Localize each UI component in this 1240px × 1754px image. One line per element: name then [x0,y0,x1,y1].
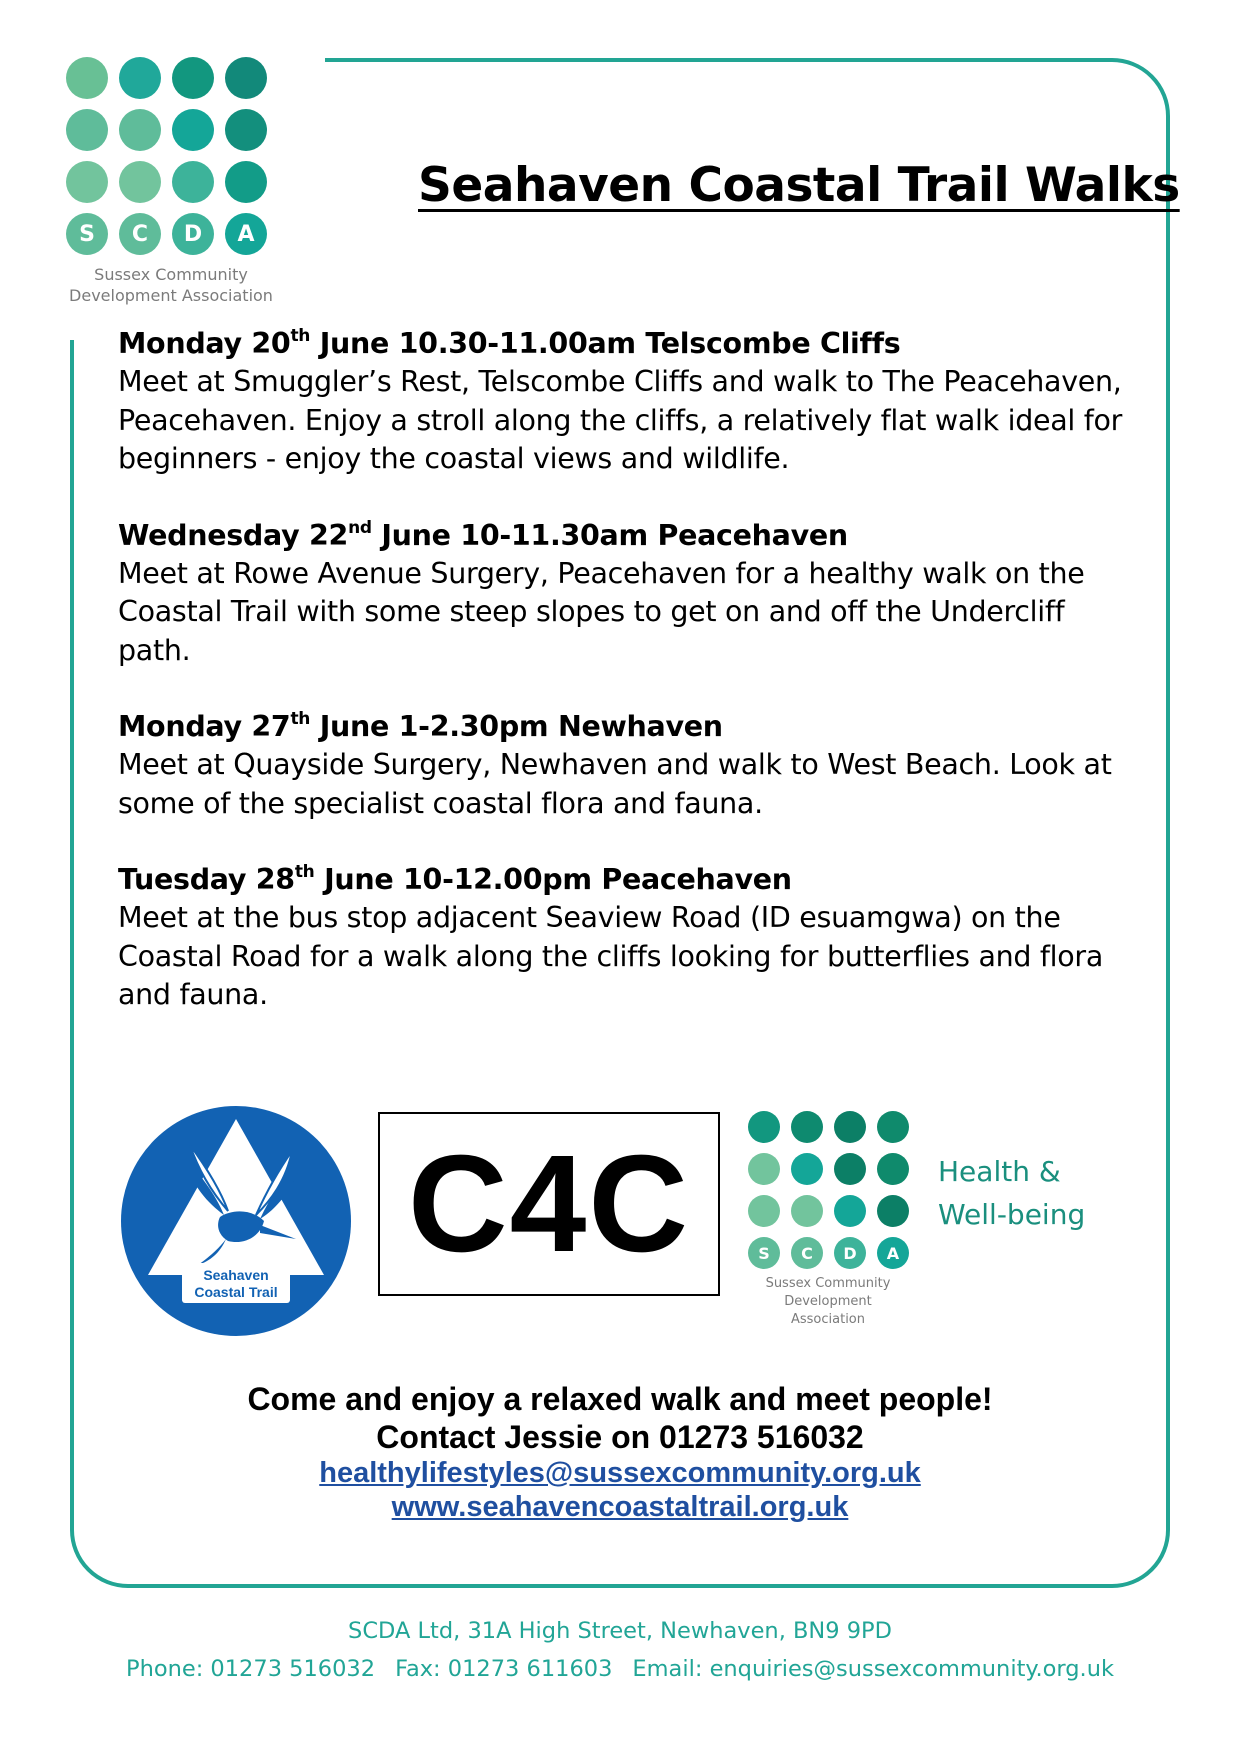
walk-time-place: June 10-11.30am Peacehaven [371,518,848,552]
logo-dot [877,1111,909,1143]
hw-org-name [748,1275,908,1329]
walk-item [118,708,1138,823]
letter-s: S [66,213,108,255]
website-link[interactable]: www.seahavencoastaltrail.org.uk [391,1491,849,1523]
hw-dot-grid [748,1111,918,1227]
walk-item [118,861,1138,1015]
walk-heading [118,708,1138,746]
logo-dot [748,1153,780,1185]
letter-d: D [172,213,214,255]
logo-dot [66,109,108,151]
logo-dot [66,161,108,203]
logo-dot [834,1111,866,1143]
logo-dot [791,1153,823,1185]
page-title: Seahaven Coastal Trail Walks [418,158,1180,213]
org-name [66,264,276,306]
letter-d: D [834,1237,866,1269]
logo-dot [225,109,267,151]
call-to-action [70,1380,1170,1524]
hw-org-name-line2: Development Association [784,1294,872,1327]
walk-day-suffix: th [290,326,311,346]
footer [70,1612,1170,1688]
footer-fax: Fax: 01273 611603 [395,1656,613,1682]
letter-a: A [225,213,267,255]
walk-day: Monday 27 [118,710,291,743]
c4c-text: C4C [407,1127,691,1281]
logo-dot [748,1111,780,1143]
walk-day-suffix: th [294,862,315,882]
email-link[interactable]: healthylifestyles@sussexcommunity.org.uk [319,1457,921,1489]
walk-description: Meet at Smuggler’s Rest, Telscombe Cliffs and walk to The Peacehaven, Peacehaven. Enjoy a stroll along the cliffs, a relatively flat walk ideal for beginners - enjoy the coastal views and wildlife. [118,365,1123,475]
letter-c: C [791,1237,823,1269]
walk-description: Meet at Quayside Surgery, Newhaven and walk to West Beach. Look at some of the specialist coastal flora and fauna. [118,748,1112,820]
scda-letters [66,213,282,255]
logo-dot [877,1195,909,1227]
hw-line1: Health & [938,1155,1061,1188]
walk-description: Meet at the bus stop adjacent Seaview Road (ID esuamgwa) on the Coastal Road for a walk along the cliffs looking for butterflies and flora and fauna. [118,901,1104,1011]
walk-time-place: June 1-2.30pm Newhaven [310,710,723,743]
logo-dot [834,1195,866,1227]
logo-dot [119,57,161,99]
scda-dot-grid [66,57,282,203]
hw-line2: Well-being [938,1198,1086,1231]
cta-invite: Come and enjoy a relaxed walk and meet people! [247,1381,993,1417]
logo-dot [119,109,161,151]
org-name-line2: Development Association [69,286,273,305]
logo-dot [225,57,267,99]
hw-org-name-line1: Sussex Community [765,1276,891,1291]
sct-label-line1: Seahaven [203,1267,269,1283]
walk-description: Meet at Rowe Avenue Surgery, Peacehaven for a healthy walk on the Coastal Trail with some steep slopes to get on and off the Undercliff path. [118,556,1085,667]
logo-dot [172,57,214,99]
footer-contacts [70,1650,1170,1688]
letter-c: C [119,213,161,255]
cta-contact: Contact Jessie on 01273 516032 [376,1419,864,1455]
footer-phone: Phone: 01273 516032 [126,1656,376,1682]
logo-dot [834,1153,866,1185]
walk-time-place: June 10.30-11.00am Telscombe Cliffs [310,327,901,360]
seahaven-coastal-trail-logo [120,1105,352,1337]
hw-letters [748,1237,918,1269]
walk-day: Wednesday 22 [118,518,349,552]
walk-day-suffix: nd [348,517,372,538]
scda-logo [66,57,282,306]
scda-health-logo [748,1111,918,1329]
walk-day: Monday 20 [118,327,291,360]
letter-s: S [748,1237,780,1269]
logo-dot [748,1195,780,1227]
walk-heading [118,325,1138,363]
logo-dot [66,57,108,99]
footer-address: SCDA Ltd, 31A High Street, Newhaven, BN9 9PD [348,1618,892,1644]
org-name-line1: Sussex Community [94,265,248,284]
c4c-logo [378,1112,720,1296]
sct-label-line2: Coastal Trail [194,1284,278,1300]
logo-dot [172,161,214,203]
walk-time-place: June 10-12.00pm Peacehaven [314,863,792,896]
logo-dot [225,161,267,203]
logo-dot [791,1111,823,1143]
walk-heading [118,517,1138,555]
logo-dot [172,109,214,151]
footer-email: Email: enquiries@sussexcommunity.org.uk [632,1656,1114,1682]
walk-item [118,325,1138,479]
health-wellbeing-label [938,1150,1085,1236]
logo-dot [877,1153,909,1185]
walk-day-suffix: th [290,709,311,729]
walks-list [118,325,1138,1053]
logo-dot [791,1195,823,1227]
walk-day: Tuesday 28 [118,863,295,896]
walk-item [118,517,1138,671]
letter-a: A [877,1237,909,1269]
walk-heading [118,861,1138,899]
logo-dot [119,161,161,203]
